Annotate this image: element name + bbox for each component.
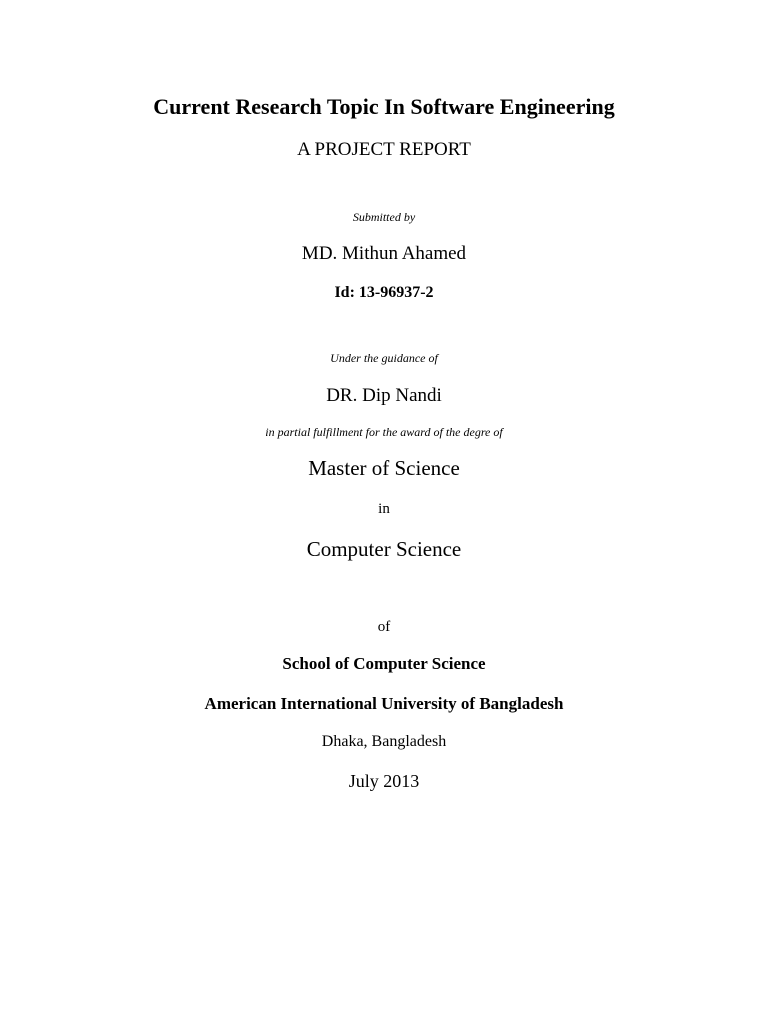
supervisor-name: DR. Dip Nandi (326, 385, 442, 406)
in-word: in (378, 501, 390, 517)
degree-name: Master of Science (308, 456, 460, 480)
report-title: Current Research Topic In Software Engineering (153, 94, 615, 119)
report-date: July 2013 (348, 771, 420, 791)
field-name: Computer Science (306, 537, 462, 561)
university-name: American International University of Bangladesh (204, 694, 564, 713)
author-name: MD. Mithun Ahamed (301, 243, 467, 264)
submitted-by-label: Submitted by (352, 210, 416, 224)
fulfillment-text: in partial fulfillment for the award of the degre of (265, 425, 503, 439)
guidance-label: Under the guidance of (330, 351, 438, 365)
location: Dhaka, Bangladesh (321, 733, 447, 750)
student-id: Id: 13-96937-2 (334, 284, 434, 301)
report-type: A PROJECT REPORT (297, 139, 471, 160)
of-word: of (377, 619, 391, 635)
school-name: School of Computer Science (282, 654, 486, 673)
